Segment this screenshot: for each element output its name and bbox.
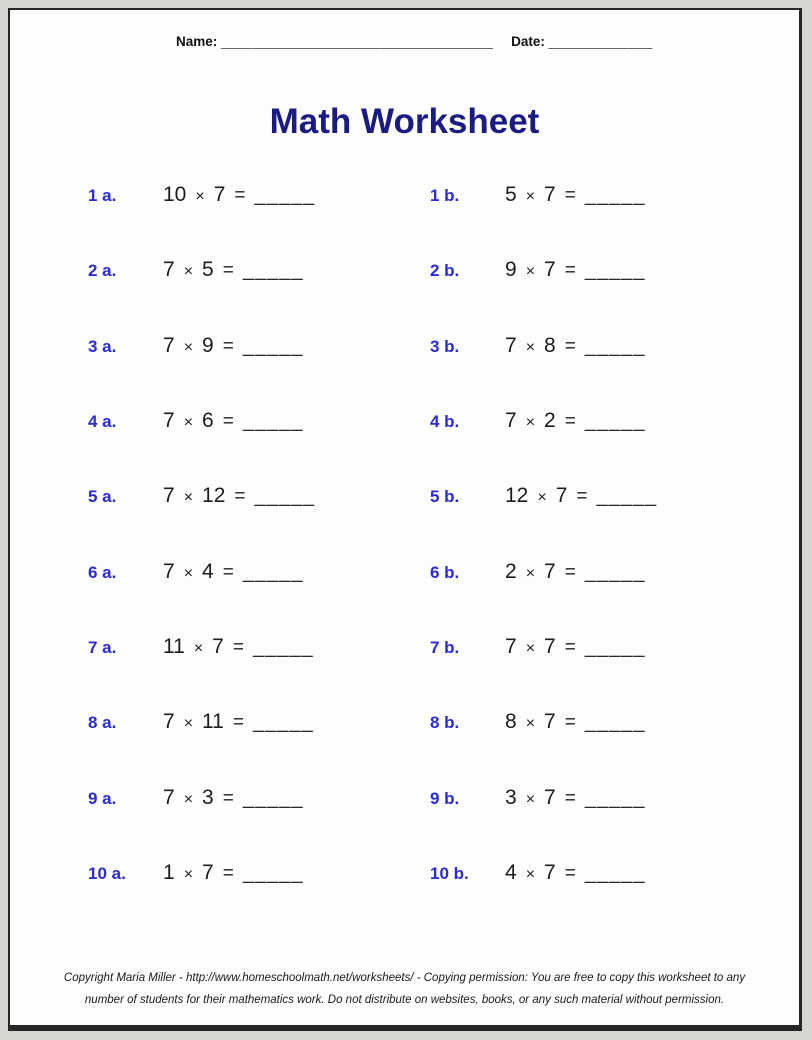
problem-6a: [88, 560, 303, 584]
problem-5a: [88, 484, 315, 508]
multiplication-sign: ×: [183, 791, 194, 808]
factor-2: 7: [544, 861, 556, 884]
factor-1: 7: [163, 258, 175, 281]
name-date-header: [176, 34, 653, 49]
factor-2: 7: [213, 183, 226, 206]
problem-2b: [430, 258, 645, 282]
multiplication-sign: ×: [183, 565, 194, 582]
equals-sign: =: [222, 260, 234, 281]
copyright-line-2: number of students for their mathematics work. Do not distribute on websites, books, or any such material without permission.: [84, 993, 725, 1006]
factor-2: 7: [202, 861, 214, 884]
problem-row-4: [10, 409, 799, 441]
factor-2: 7: [544, 258, 556, 281]
equals-sign: =: [234, 486, 246, 507]
problem-8a: [88, 710, 314, 734]
problem-number-label: 6 b.: [430, 563, 460, 582]
problem-1b: [430, 183, 645, 207]
factor-2: 7: [544, 183, 556, 206]
multiplication-sign: ×: [525, 414, 536, 431]
problem-number-label: 1 a.: [88, 186, 117, 205]
equals-sign: =: [232, 712, 244, 733]
problem-number-label: 9 b.: [430, 789, 460, 808]
equals-sign: =: [222, 336, 234, 357]
multiplication-sign: ×: [537, 489, 547, 506]
multiplication-sign: ×: [183, 866, 194, 883]
equals-sign: =: [222, 562, 234, 583]
answer-blank: _____: [584, 711, 646, 733]
factor-2: 6: [202, 409, 214, 432]
problem-number-label: 10 a.: [88, 864, 126, 883]
factor-1: 1: [163, 861, 175, 884]
problem-number-label: 3 b.: [430, 337, 460, 356]
problem-number-label: 5 b.: [430, 487, 460, 506]
answer-blank: _____: [252, 711, 314, 733]
problem-9a: [88, 786, 303, 810]
problem-4a: [88, 409, 303, 433]
problem-number-label: 7 b.: [430, 638, 460, 657]
problem-number-label: 2 b.: [430, 261, 460, 280]
problem-number-label: 8 a.: [88, 713, 117, 732]
multiplication-sign: ×: [525, 263, 536, 280]
equals-sign: =: [232, 637, 244, 658]
answer-blank: _____: [584, 184, 646, 206]
problem-row-1: [10, 183, 799, 215]
problem-row-10: [10, 861, 799, 893]
copyright-footer: [10, 968, 799, 1011]
answer-blank: _____: [242, 787, 304, 809]
problem-row-2: [10, 258, 799, 290]
problem-10b: [430, 861, 645, 885]
multiplication-sign: ×: [525, 715, 536, 732]
problem-2a: [88, 258, 303, 282]
factor-2: 9: [202, 334, 214, 357]
problem-9b: [430, 786, 645, 810]
answer-blank: _____: [252, 636, 314, 658]
factor-1: 8: [505, 710, 517, 733]
problem-number-label: 4 b.: [430, 412, 460, 431]
factor-2: 7: [544, 560, 556, 583]
factor-1: 4: [505, 861, 517, 884]
problem-3a: [88, 334, 303, 358]
equals-sign: =: [576, 486, 588, 507]
worksheet-page: [8, 8, 802, 1031]
equals-sign: =: [564, 788, 576, 809]
factor-1: 7: [163, 334, 175, 357]
multiplication-sign: ×: [183, 414, 194, 431]
answer-blank: _____: [584, 787, 646, 809]
equals-sign: =: [234, 185, 246, 206]
factor-1: 12: [505, 484, 529, 507]
answer-blank: _____: [584, 410, 646, 432]
problem-number-label: 1 b.: [430, 186, 460, 205]
equals-sign: =: [222, 411, 234, 432]
equals-sign: =: [564, 712, 576, 733]
multiplication-sign: ×: [183, 339, 194, 356]
problem-4b: [430, 409, 645, 433]
problem-number-label: 3 a.: [88, 337, 117, 356]
factor-1: 10: [163, 183, 187, 206]
factor-1: 7: [505, 635, 517, 658]
answer-blank: _____: [584, 335, 646, 357]
factor-2: 3: [202, 786, 214, 809]
factor-2: 7: [544, 786, 556, 809]
problem-8b: [430, 710, 645, 734]
problem-row-9: [10, 786, 799, 818]
answer-blank: _____: [242, 862, 304, 884]
multiplication-sign: ×: [525, 866, 536, 883]
multiplication-sign: ×: [525, 565, 536, 582]
equals-sign: =: [564, 260, 576, 281]
equals-sign: =: [564, 336, 576, 357]
problem-row-3: [10, 334, 799, 366]
problem-number-label: 8 b.: [430, 713, 460, 732]
problem-7a: [88, 635, 314, 659]
factor-2: 7: [544, 710, 556, 733]
date-label: Date:: [511, 34, 545, 49]
factor-1: 7: [505, 334, 517, 357]
answer-blank: _____: [584, 561, 646, 583]
multiplication-sign: ×: [195, 188, 205, 205]
factor-2: 8: [544, 334, 556, 357]
problem-5b: [430, 484, 657, 508]
multiplication-sign: ×: [193, 640, 204, 657]
problem-number-label: 2 a.: [88, 261, 117, 280]
equals-sign: =: [564, 637, 576, 658]
factor-2: 4: [202, 560, 214, 583]
factor-1: 3: [505, 786, 517, 809]
equals-sign: =: [564, 411, 576, 432]
factor-1: 7: [163, 710, 175, 733]
multiplication-sign: ×: [525, 188, 536, 205]
equals-sign: =: [564, 863, 576, 884]
factor-1: 2: [505, 560, 517, 583]
equals-sign: =: [222, 788, 234, 809]
answer-blank: _____: [242, 259, 304, 281]
multiplication-sign: ×: [183, 489, 194, 506]
name-label: Name:: [176, 34, 218, 49]
factor-2: 2: [544, 409, 556, 432]
problem-6b: [430, 560, 645, 584]
problem-3b: [430, 334, 645, 358]
problem-row-6: [10, 560, 799, 592]
date-write-line: _____________: [548, 34, 653, 49]
name-write-line: __________________________________: [221, 34, 494, 49]
answer-blank: _____: [596, 485, 658, 507]
answer-blank: _____: [584, 636, 646, 658]
answer-blank: _____: [254, 184, 316, 206]
factor-2: 7: [544, 635, 556, 658]
problem-7b: [430, 635, 645, 659]
factor-1: 5: [505, 183, 517, 206]
problem-number-label: 10 b.: [430, 864, 469, 883]
answer-blank: _____: [242, 561, 304, 583]
answer-blank: _____: [584, 862, 646, 884]
problem-number-label: 9 a.: [88, 789, 117, 808]
page-title: Math Worksheet: [269, 102, 540, 141]
equals-sign: =: [222, 863, 234, 884]
factor-2: 7: [555, 484, 568, 507]
factor-2: 11: [202, 710, 224, 733]
factor-1: 11: [163, 635, 185, 658]
factor-1: 7: [163, 560, 175, 583]
factor-2: 7: [212, 635, 224, 658]
problem-number-label: 5 a.: [88, 487, 117, 506]
factor-1: 7: [163, 786, 175, 809]
factor-2: 5: [202, 258, 214, 281]
answer-blank: _____: [584, 259, 646, 281]
problem-number-label: 4 a.: [88, 412, 117, 431]
factor-1: 7: [163, 409, 175, 432]
answer-blank: _____: [254, 485, 316, 507]
multiplication-sign: ×: [525, 640, 536, 657]
factor-2: 12: [202, 484, 226, 507]
multiplication-sign: ×: [183, 263, 194, 280]
multiplication-sign: ×: [525, 339, 536, 356]
problem-number-label: 6 a.: [88, 563, 117, 582]
problem-row-8: [10, 710, 799, 742]
answer-blank: _____: [242, 335, 304, 357]
problem-1a: [88, 183, 315, 207]
copyright-line-1: Copyright Maria Miller - http://www.homeschoolmath.net/worksheets/ - Copying permission: You are free to copy this worksheet to any: [63, 972, 746, 985]
factor-1: 7: [505, 409, 517, 432]
answer-blank: _____: [242, 410, 304, 432]
problem-row-7: [10, 635, 799, 667]
problem-row-5: [10, 484, 799, 516]
problem-number-label: 7 a.: [88, 638, 117, 657]
factor-1: 9: [505, 258, 517, 281]
multiplication-sign: ×: [183, 715, 194, 732]
problem-10a: [88, 861, 303, 885]
equals-sign: =: [564, 562, 576, 583]
factor-1: 7: [163, 484, 175, 507]
multiplication-sign: ×: [525, 791, 536, 808]
equals-sign: =: [564, 185, 576, 206]
